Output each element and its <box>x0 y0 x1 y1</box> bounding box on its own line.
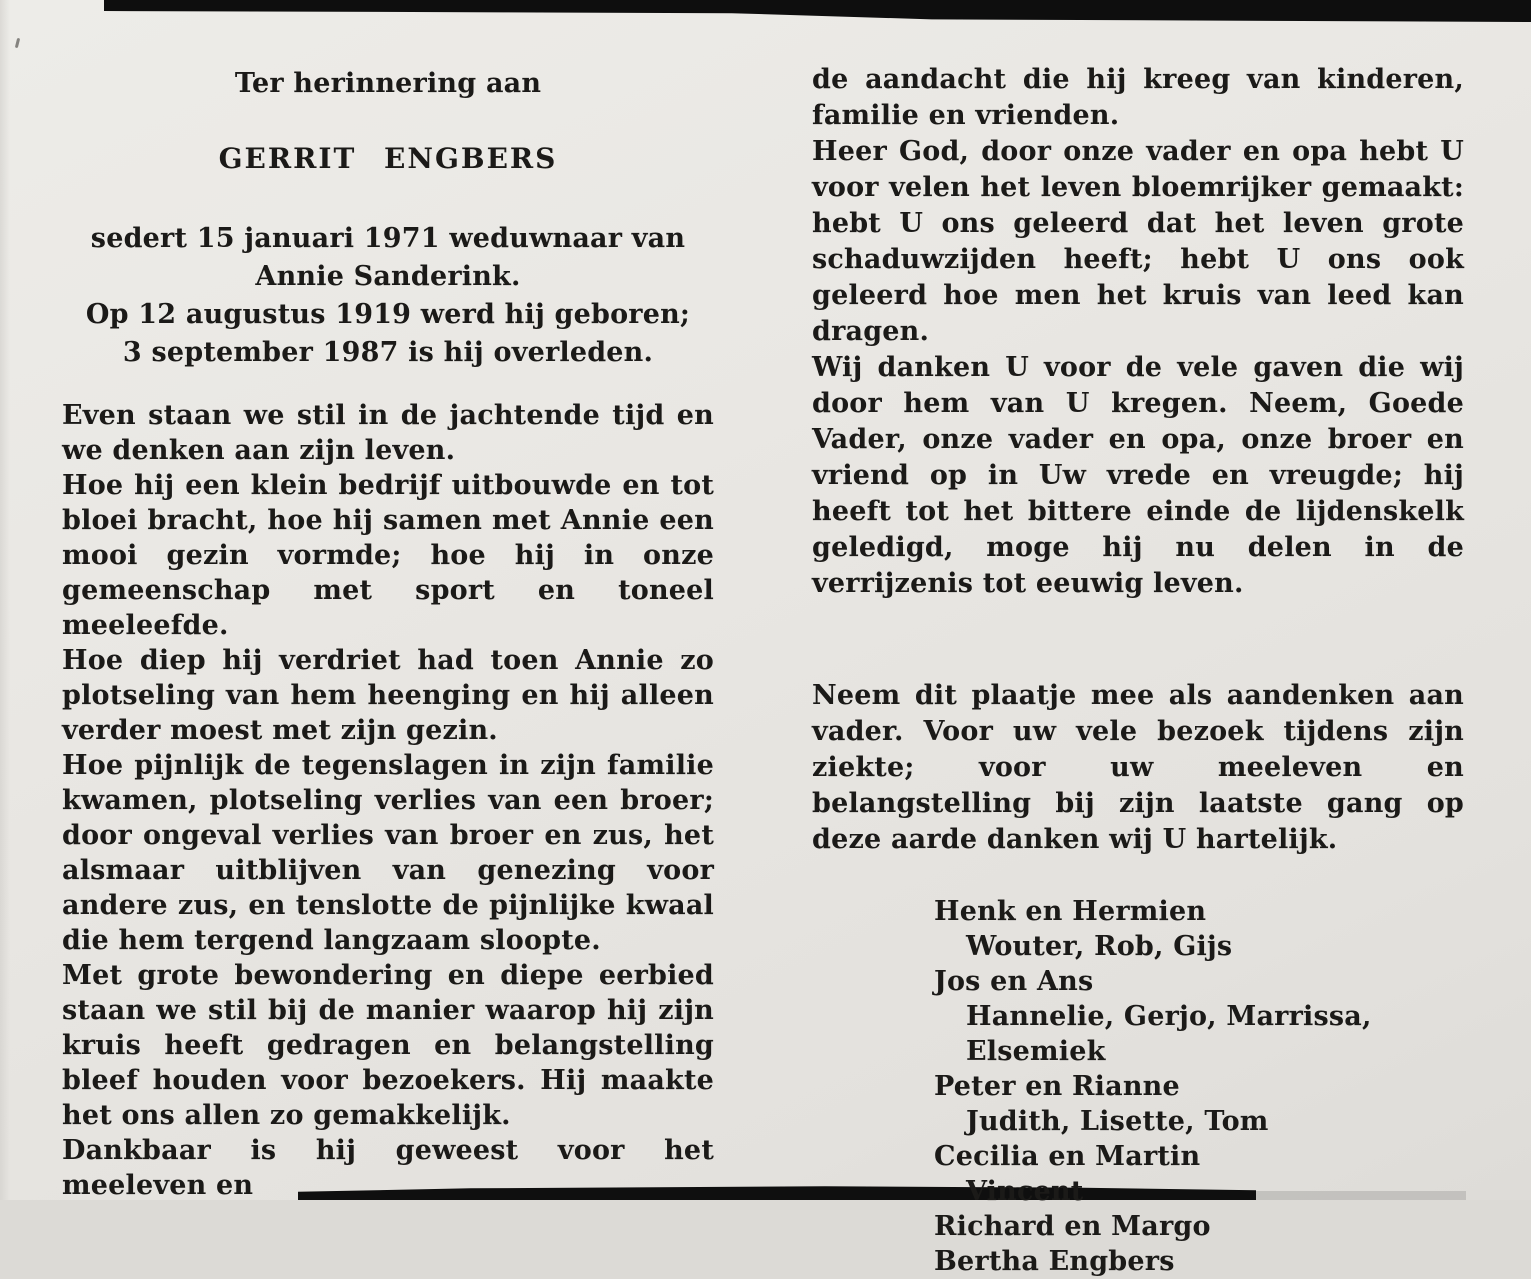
family-name-row: Wouter, Rob, Gijs <box>966 931 1233 962</box>
family-names-list <box>812 894 1464 1279</box>
left-paragraph: Hoe diep hij verdriet had toen Annie zo plotseling van hem heenging en hij alleen verder moest met zijn gezin. <box>62 645 714 746</box>
deceased-name: GERRIT ENGBERS <box>218 142 558 175</box>
right-column <box>812 62 1464 1279</box>
family-name-row: Jos en Ans <box>934 966 1094 997</box>
left-paragraph: Met grote bewondering en diepe eerbied staan we stil bij de manier waarop hij zijn kruis heeft gedragen en belangstelling bleef houden voor bezoekers. Hij maakte het ons allen zo gemakkelijk. <box>62 960 714 1131</box>
family-name-row: Cecilia en Martin <box>934 1141 1201 1172</box>
intro-line-born: Op 12 augustus 1919 werd hij geboren; <box>85 299 691 330</box>
family-name-row: Judith, Lisette, Tom <box>966 1106 1269 1137</box>
family-name-row: Vincent <box>966 1176 1084 1207</box>
left-paragraph: Hoe hij een klein bedrijf uitbouwde en tot bloei bracht, hoe hij samen met Annie een mooi gezin vormde; hoe hij in onze gemeenschap met sport en toneel meeleefde. <box>62 470 714 641</box>
family-name-row: Bertha Engbers <box>934 1246 1175 1277</box>
intro-line-spouse: Annie Sanderink. <box>255 261 521 292</box>
thanks-paragraph: Neem dit plaatje mee als aandenken aan vader. Voor uw vele bezoek tijdens zijn ziekte; voor uw meeleven en belangstelling bij zijn laatste gang op deze aarde danken wij U hartelijk. <box>812 680 1464 855</box>
scan-speck <box>15 38 20 48</box>
family-name-row: Peter en Rianne <box>934 1071 1180 1102</box>
family-name-row: Hannelie, Gerjo, Marrissa, Elsemiek <box>966 1001 1372 1067</box>
life-dates-block <box>62 220 714 372</box>
left-paragraph: Even staan we stil in de jachtende tijd en we denken aan zijn leven. <box>62 400 714 466</box>
dedication-line: Ter herinnering aan <box>234 68 542 99</box>
left-column <box>62 66 714 1203</box>
family-name-row: Henk en Hermien <box>934 896 1207 927</box>
intro-line-widower: sedert 15 januari 1971 weduwnaar van <box>90 223 686 254</box>
right-paragraph: Heer God, door onze vader en opa hebt U voor velen het leven bloemrijker gemaakt: hebt U ons geleerd dat het leven grote schaduwzijden heeft; hebt U ons ook geleerd hoe men het kruis van leed kan dragen. <box>812 136 1464 347</box>
right-paragraph: de aandacht die hij kreeg van kinderen, familie en vrienden. <box>812 64 1464 131</box>
left-paragraph: Hoe pijnlijk de tegenslagen in zijn familie kwamen, plotseling verlies van een broer; door ongeval verlies van broer en zus, het alsmaar uitblijven van genezing voor andere zus, en tenslotte de pijnlijke kwaal die hem tergend langzaam sloopte. <box>62 750 714 956</box>
right-paragraph: Wij danken U voor de vele gaven die wij door hem van U kregen. Neem, Goede Vader, onze vader en opa, onze broer en vriend op in Uw vrede en vreugde; hij heeft tot het bittere einde de lijdenskelk geledigd, moge hij nu delen in de verrijzenis tot eeuwig leven. <box>812 352 1464 599</box>
left-paragraph: Dankbaar is hij geweest voor het meeleven en <box>62 1135 714 1201</box>
scan-edge-shade <box>0 0 10 1200</box>
intro-line-died: 3 september 1987 is hij overleden. <box>122 337 654 368</box>
scan-artifact-top-strip <box>104 0 1531 22</box>
family-name-row: Richard en Margo <box>934 1211 1211 1242</box>
